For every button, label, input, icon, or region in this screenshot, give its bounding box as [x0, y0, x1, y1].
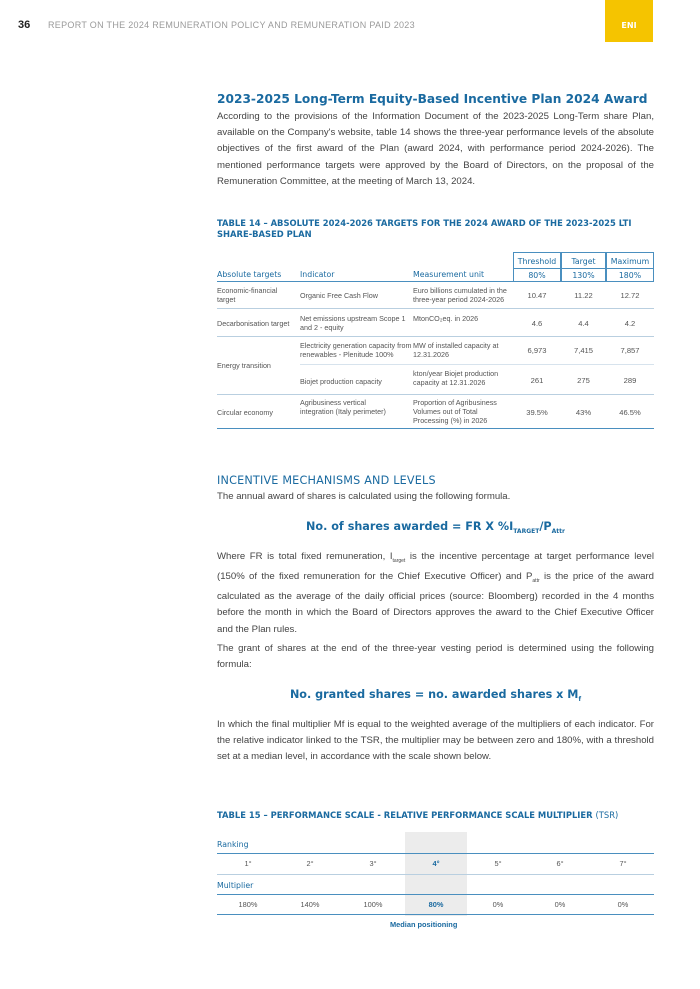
page-number: 36 — [18, 19, 31, 31]
divider — [217, 894, 654, 895]
section-intro: The annual award of shares is calculated using the following formula. — [217, 491, 511, 502]
section-title: 2023-2025 Long-Term Equity-Based Incentive Plan 2024 Award — [217, 92, 648, 106]
header-indicator: Indicator — [300, 270, 335, 279]
section-lti-plan — [217, 92, 654, 190]
rank-cell: 5° — [494, 859, 502, 868]
rank-cell: 3° — [369, 859, 377, 868]
header-measurement-unit: Measurement unit — [413, 270, 485, 279]
table-row: Circular economy Agribusiness vertical integration (Italy perimeter) Proportion of Agribusiness Volumes out of Total Processing (%) in 2026 39.5% 43% 46.5% — [217, 395, 654, 429]
table14-header — [217, 252, 654, 282]
paragraph-where: Where FR is total fixed remuneration, $I_{target}$ is the incentive percentage at target performance level (150% of the fixed remuneration for the Chief Executive Officer) and $P_{attr}$ is the price of the award calculated as the average of the daily official prices (source: Bloomberg) recorded in the 4 months before the month in which the Board of Directors approves the award to the Chief Executive Officer and the Plan rules. — [217, 551, 654, 635]
header-absolute-targets: Absolute targets — [217, 270, 282, 279]
multiplier-cell: 0% — [617, 900, 629, 909]
page-header — [0, 0, 700, 42]
multiplier-label: Multiplier — [217, 881, 254, 890]
table-row: Decarbonisation target Net emissions upstream Scope 1 and 2 - equity MtonCO₂eq. in 2026 4.6 4.4 4.2 — [217, 309, 654, 337]
multiplier-cell: 100% — [363, 900, 383, 909]
rank-cell: 1° — [244, 859, 252, 868]
section-title: INCENTIVE MECHANISMS AND LEVELS — [217, 474, 436, 487]
formula-granted-shares: No. granted shares = no. awarded shares x $M_f$ — [289, 688, 582, 704]
section-incentive-mechanisms — [217, 474, 654, 505]
row-divider — [300, 364, 654, 365]
brand-tab[interactable] — [605, 0, 653, 42]
rank-cell: 7° — [619, 859, 627, 868]
table15-title: TABLE 15 – PERFORMANCE SCALE - RELATIVE PERFORMANCE SCALE MULTIPLIER (TSR) — [217, 810, 619, 820]
divider — [217, 853, 654, 854]
rank-cell: 2° — [306, 859, 314, 868]
divider — [217, 914, 654, 915]
divider — [217, 874, 654, 875]
header-threshold: Threshold 80% — [513, 252, 561, 282]
rank-cell-median: 4° — [432, 859, 440, 868]
section-paragraph: According to the provisions of the Information Document of the 2023-2025 Long-Term share Plan, available on the Company's website, table 14 shows the three-year performance levels of the absolute objectives of the first award of the Plan (award 2024, with performance period 2024-2026). The mentioned performance targets were approved by the Board of Directors, on the proposal of the Remuneration Committee, at the meeting of March 13, 2024. — [217, 111, 654, 187]
multiplier-cell-median: 80% — [428, 900, 444, 909]
table-row: Economic-financial target Organic Free Cash Flow Euro billions cumulated in the three-year period 2024-2026 10.47 11.22 12.72 — [217, 282, 654, 309]
header-maximum: Maximum 180% — [606, 252, 654, 282]
multiplier-cell: 0% — [554, 900, 566, 909]
ranking-label: Ranking — [217, 840, 249, 849]
running-title: REPORT ON THE 2024 REMUNERATION POLICY AND REMUNERATION PAID 2023 — [48, 20, 415, 30]
table14-title: TABLE 14 – ABSOLUTE 2024-2026 TARGETS FOR THE 2024 AWARD OF THE 2023-2025 LTI SHARE-BASED PLAN — [217, 218, 632, 239]
formula-shares-awarded: No. of shares awarded = FR X $\%I_{TARGET}/P_{Attr}$ — [306, 520, 565, 536]
header-target: Target 130% — [561, 252, 606, 282]
paragraph-multiplier: In which the final multiplier Mf is equal to the weighted average of the multipliers of each indicator. For the relative indicator linked to the TSR, the multiplier may be between zero and 180%, with a threshold set at a median level, in accordance with the scale shown below. — [217, 719, 654, 763]
table-row-group: Energy transition Electricity generation capacity from renewables - Plenitude 100% MW of installed capacity at 12.31.2026 6,973 7,415 7,857 Biojet production capacity kton/year Biojet production capacity at 12.31.2026 261 275 289 — [217, 337, 654, 395]
median-positioning-note: Median positioning — [390, 920, 458, 929]
paragraph-grant: The grant of shares at the end of the three-year vesting period is determined using the following formula: — [217, 643, 654, 671]
table14 — [217, 252, 654, 429]
rank-cell: 6° — [556, 859, 564, 868]
multiplier-cell: 0% — [492, 900, 504, 909]
multiplier-cell: 180% — [238, 900, 258, 909]
brand-tab-label: ENI — [621, 21, 637, 30]
multiplier-cell: 140% — [300, 900, 320, 909]
